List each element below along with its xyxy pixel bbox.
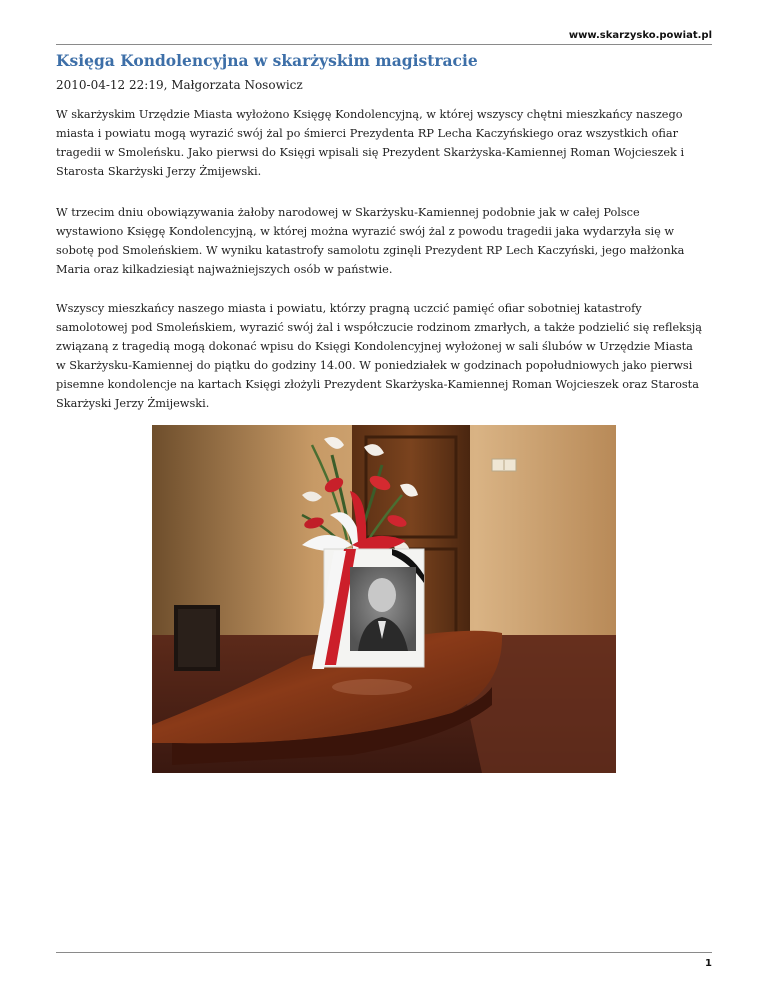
text-line: Wszyscy mieszkańcy naszego miasta i powiatu, którzy pragną uczcić pamięć ofiar sobotniej katastrofy xyxy=(56,302,642,315)
text-line: miasta i powiatu mogą wyrazić swój żal po śmierci Prezydenta RP Lecha Kaczyńskiego oraz wszystkich ofiar xyxy=(56,127,679,140)
text-line: związaną z tragedią mogą dokonać wpisu do Księgi Kondolencyjnej wyłożonej w sali ślubów w Urzędzie Miasta xyxy=(56,340,693,353)
text-line: W skarżyskim Urzędzie Miasta wyłożono Księgę Kondolencyjną, w której wszyscy chętni mieszkańcy naszego xyxy=(56,108,683,121)
text-line: pisemne kondolencje na kartach Księgi złożyli Prezydent Skarżyska-Kamiennej Roman Wojcieszek oraz Starosta xyxy=(56,378,699,391)
site-url[interactable]: www.skarzysko.powiat.pl xyxy=(568,30,712,41)
page-number: 1 xyxy=(705,958,712,969)
text-line: sobotę pod Smoleńskiem. W wyniku katastrofy samolotu zginęli Prezydent RP Lech Kaczyński, jego małżonka xyxy=(56,244,685,257)
footer-divider xyxy=(56,952,712,953)
article-photo xyxy=(152,425,616,773)
text-line: Maria oraz kilkadziesiąt najważniejszych osób w państwie. xyxy=(56,263,393,276)
text-line: Skarżyski Jerzy Żmijewski. xyxy=(56,397,210,410)
text-line: tragedii w Smoleńsku. Jako pierwsi do Księgi wpisali się Prezydent Skarżyska-Kamiennej Roman Wojcieszek i xyxy=(56,146,685,159)
text-line: Starosta Skarżyski Jerzy Żmijewski. xyxy=(56,165,262,178)
paragraph-2 xyxy=(56,203,716,279)
text-line: W trzecim dniu obowiązywania żałoby narodowej w Skarżysku-Kamiennej podobnie jak w całej Polsce xyxy=(56,206,640,219)
text-line: w Skarżysku-Kamiennej do piątku do godziny 14.00. W poniedziałek w godzinach popołudniowych jako pierwsi xyxy=(56,359,693,372)
paragraph-3 xyxy=(56,299,716,413)
text-line: wystawiono Księgę Kondolencyjną, w której można wyrazić swój żal z powodu tragedii jaka wydarzyła się w xyxy=(56,225,675,238)
paragraph-1 xyxy=(56,105,716,181)
text-line: samolotowej pod Smoleńskiem, wyrazić swój żal i współczucie rodzinom zmarłych, a także podzielić się refleksją xyxy=(56,321,703,334)
header-divider xyxy=(56,44,712,45)
article-title: Księga Kondolencyjna w skarżyskim magistracie xyxy=(56,51,478,70)
article-meta: 2010-04-12 22:19, Małgorzata Nosowicz xyxy=(56,78,303,92)
